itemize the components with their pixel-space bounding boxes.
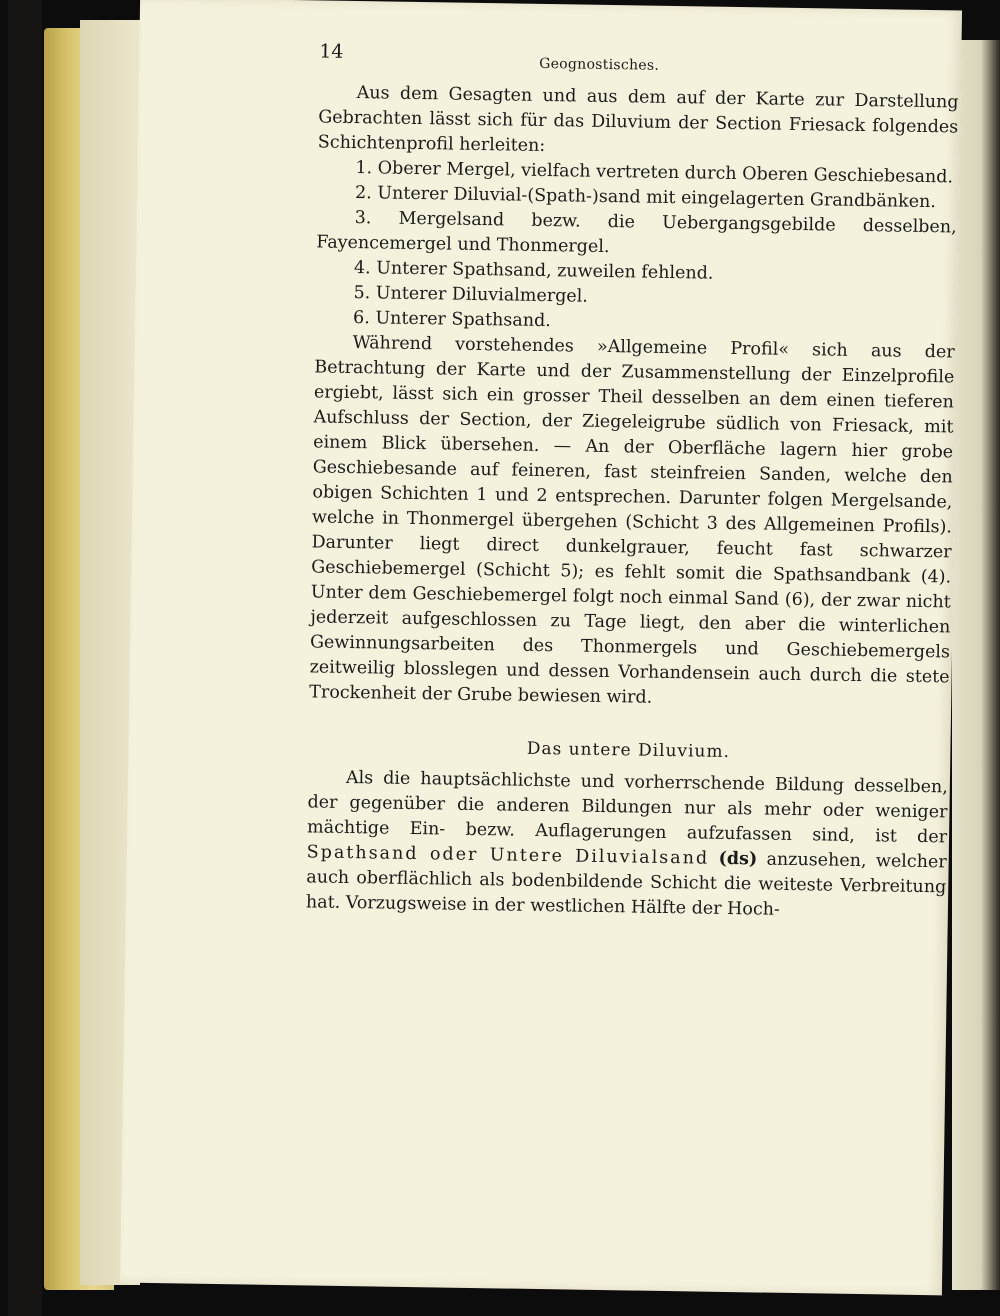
- lower-diluvium-paragraph: [306, 765, 948, 925]
- lower-paragraph-part-2: anzusehen, welcher auch oberflächlich als bodenbildende Schicht die weiteste Verbreitung hat. Vorzugsweise in der westlichen Hälfte der Hoch-: [305, 849, 947, 920]
- profile-item-3: 3. Mergelsand bezw. die Uebergangsgebilde desselben, Fayencemergel und Thonmergel.: [316, 208, 957, 258]
- profile-list: [315, 155, 958, 340]
- running-title: Geognostisches.: [539, 55, 660, 74]
- map-symbol-abbr: (ds): [718, 848, 758, 870]
- profile-item-5: 5. Unterer Diluvialmergel.: [353, 283, 589, 307]
- intro-paragraph: Aus dem Gesagten und aus dem auf der Karte zur Darstellung Gebrachten lässt sich für das Diluvium der Section Friesack folgendes Schichtenprofil herleiten:: [317, 83, 959, 157]
- page-number: 14: [319, 40, 344, 63]
- profile-item-6: 6. Unterer Spathsand.: [352, 308, 551, 332]
- spaced-term: Spathsand oder Untere Diluvialsand: [306, 842, 710, 869]
- section-heading: Das untere Diluvium.: [526, 738, 731, 762]
- next-page-edge: [952, 40, 1000, 1290]
- book-cover-edge: [8, 0, 42, 1316]
- lower-paragraph-part-1: Als die hauptsächlichste und vorherrschende Bildung desselben, der gegenüber die anderen Bildungen nur als mehr oder weniger mächtige Ein- bezw. Auflagerungen aufzufassen sind, ist der: [306, 767, 948, 848]
- profile-item-2: 2. Unterer Diluvial-(Spath-)sand mit eingelagerten Grandbänken.: [354, 183, 937, 213]
- page-text-block: [306, 40, 960, 925]
- profile-paragraph: Während vorstehendes »Allgemeine Profil« sich aus der Betrachtung der Karte und der Zusammenstellung der Einzelprofile ergiebt, lässt sich ein grosser Theil desselben an dem einen tieferen Aufschluss der Section, der Ziegeleigrube südlich von Friesack, mit einem Blick übersehen. — An der Oberfläche lagern hier grobe Geschiebesande auf feineren, fast steinfreien Sanden, welche den obigen Schichten 1 und 2 entsprechen. Darunter folgen Mergelsande, welche in Thonmergel übergehen (Schicht 3 des Allgemeinen Profils). Darunter liegt direct dunkelgrauer, feucht fast schwarzer Geschiebemergel (Schicht 5); es fehlt somit die Spathsandbank (4). Unter dem Geschiebemergel folgt noch einmal Sand (6), der zwar nicht jederzeit aufgeschlossen zu Tage liegt, den aber die winterlichen Gewinnungsarbeiten des Thonmergels und Geschiebemergels zeitweilig blosslegen und dessen Vorhandensein auch durch die stete Trockenheit der Grube bewiesen wird.: [309, 333, 955, 708]
- profile-item-1: 1. Oberer Mergel, vielfach vertreten durch Oberen Geschiebesand.: [355, 158, 954, 188]
- profile-item-4: 4. Unterer Spathsand, zuweilen fehlend.: [353, 258, 714, 284]
- book-page: [120, 0, 962, 1295]
